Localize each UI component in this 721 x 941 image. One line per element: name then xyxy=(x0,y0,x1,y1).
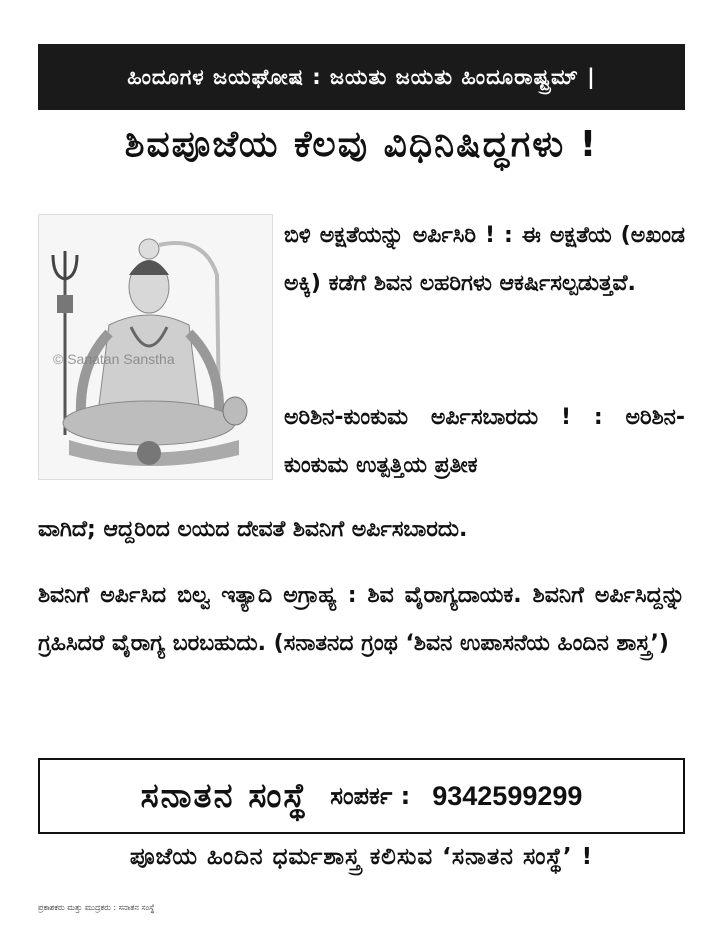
contact-box xyxy=(38,758,685,834)
shiva-meditating-icon xyxy=(39,215,272,479)
organization-name: ಸನಾತನ ಸಂಸ್ಥೆ xyxy=(140,776,309,816)
image-watermark: © Sanatan Sanstha xyxy=(53,351,175,367)
paragraph-bilva-offering: ಶಿವನಿಗೆ ಅರ್ಪಿಸಿದ ಬಿಲ್ವ ಇತ್ಯಾದಿ ಅಗ್ರಾಹ್ಯ : ಶಿವ ವೈರಾಗ್ಯದಾಯಕ. ಶಿವನಿಗೆ ಅರ್ಪಿಸಿದ್ದನ್ನು ಗ್ರಹಿಸಿದರೆ ವೈರಾಗ್ಯ ಬರಬಹುದು. (ಸನಾತನದ ಗ್ರಂಥ ‘ಶಿವನ ಉಪಾಸನೆಯ ಹಿಂದಿನ ಶಾಸ್ತ್ರ’) xyxy=(38,583,685,656)
phone-number: 9342599299 xyxy=(432,780,583,811)
header-banner xyxy=(38,44,685,110)
banner-text: ಹಿಂದೂಗಳ ಜಯಘೋಷ : ಜಯತು ಜಯತು ಹಿಂದೂರಾಷ್ಟ್ರಮ್ | xyxy=(127,64,596,89)
tagline: ಪೂಜೆಯ ಹಿಂದಿನ ಧರ್ಮಶಾಸ್ತ್ರ ಕಲಿಸುವ ‘ಸನಾತನ ಸಂಸ್ಥೆ’ ! xyxy=(129,844,594,870)
paragraph-turmeric-kumkum-cont: ವಾಗಿದೆ; ಆದ್ದರಿಂದ ಲಯದ ದೇವತೆ ಶಿವನಿಗೆ ಅರ್ಪಿಸಬಾರದು. xyxy=(38,517,468,542)
contact-label: ಸಂಪರ್ಕ : xyxy=(330,782,411,810)
page-title: ಶಿವಪೂಜೆಯ ಕೆಲವು ವಿಧಿನಿಷಿದ್ಧಗಳು ! xyxy=(124,124,599,165)
shiva-image xyxy=(38,214,273,480)
paragraph-turmeric-kumkum: ಅರಿಶಿನ-ಕುಂಕುಮ ಅರ್ಪಿಸಬಾರದು ! : ಅರಿಶಿನ-ಕುಂಕುಮ ಉತ್ಪತ್ತಿಯ ಪ್ರತೀಕ xyxy=(284,405,685,478)
publisher-note: ಪ್ರಕಾಶಕರು ಮತ್ತು ಮುದ್ರಕರು : ಸನಾತನ ಸಂಸ್ಥೆ xyxy=(38,903,155,912)
paragraph-white-akshata: ಬಿಳಿ ಅಕ್ಷತೆಯನ್ನು ಅರ್ಪಿಸಿರಿ ! : ಈ ಅಕ್ಷತೆಯ (ಅಖಂಡ ಅಕ್ಕಿ) ಕಡೆಗೆ ಶಿವನ ಲಹರಿಗಳು ಆಕರ್ಷಿಸಲ್ಪಡುತ್ತವೆ. xyxy=(284,223,685,296)
